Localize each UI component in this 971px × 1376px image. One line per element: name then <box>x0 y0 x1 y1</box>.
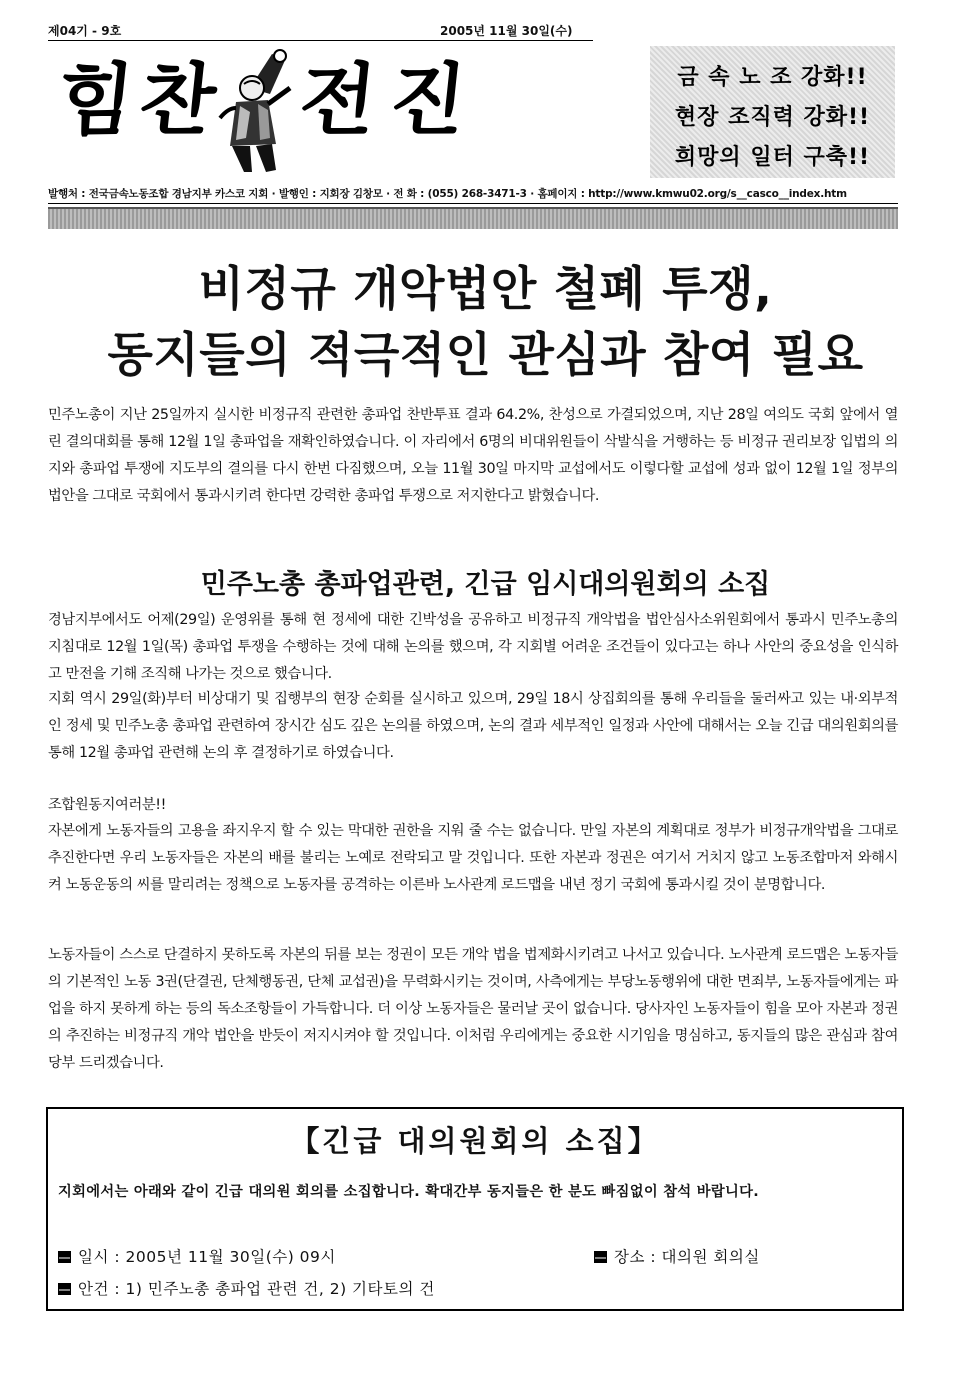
newsletter-title-char-1: 힘 <box>53 56 137 146</box>
body-paragraph-3: 지회 역시 29일(화)부터 비상대기 및 집행부의 현장 순회를 실시하고 있으며, 29일 18시 상집회의를 통해 우리들을 둘러싸고 있는 내·외부적인 정세 및 민주노총 총파업 관련하여 장시간 심도 깊은 논의를 하였으며, 논의 결과 세부적인 일정과 사안에 대해서는 오늘 긴급 대의원회의를 통해 12월 총파업 관련해 논의 후 결정하기로 하였습니다. <box>48 691 898 761</box>
masthead-top-rule <box>48 40 593 41</box>
publisher-info: 발행처 : 전국금속노동조합 경남지부 카스코 지회 · 발행인 : 지회장 김창모 · 전 화 : (055) 268-3471-3 · 홈페이지 : http://www.kmwu02.org/s__casco__index.htm <box>48 188 847 200</box>
square-bullet-icon <box>58 1251 71 1263</box>
slogan-3: 희망의 일터 구축!! <box>674 145 871 170</box>
body-paragraph-1: 민주노총이 지난 25일까지 실시한 비정규직 관련한 총파업 찬반투표 결과 64.2%, 찬성으로 가결되었으며, 지난 28일 여의도 국회 앞에서 열린 결의대회를 통해 12월 1일 총파업을 재확인하였습니다. 이 자리에서 6명의 비대위원들이 삭발식을 거행하는 등 비정규 권리보장 입법의 의지와 총파업 투쟁에 지도부의 결의를 다시 한번 다짐했으며, 오늘 11월 30일 마지막 교섭에서도 이렇다할 교섭에 성과 없이 12월 1일 정부의 법안을 그대로 국회에서 통과시키려 한다면 강력한 총파업 투쟁으로 저지한다고 밝혔습니다. <box>48 407 898 504</box>
section-subheading: 민주노총 총파업관련, 긴급 임시대의원회의 소집 <box>200 569 771 600</box>
square-bullet-icon <box>58 1283 71 1295</box>
headline-line-2: 동지들의 적극적인 관심과 참여 필요 <box>107 328 864 383</box>
notice-place <box>594 1245 760 1267</box>
body-greeting: 조합원동지여러분!! <box>48 797 166 813</box>
notice-time <box>58 1245 336 1267</box>
notice-time-text: 일시 : 2005년 11월 30일(수) 09시 <box>78 1248 336 1266</box>
slogan-1: 금 속 노 조 강화!! <box>677 65 868 90</box>
notice-agenda-text: 안건 : 1) 민주노총 총파업 관련 건, 2) 기타토의 건 <box>78 1280 435 1298</box>
masthead-band <box>48 207 898 229</box>
masthead-rule <box>48 203 898 204</box>
newsletter-title-char-3: 전 <box>295 56 379 146</box>
newsletter-title-char-2: 찬 <box>135 56 219 146</box>
notice-text: 지회에서는 아래와 같이 긴급 대의원 회의를 소집합니다. 확대간부 동지들은 한 분도 빠짐없이 참석 바랍니다. <box>58 1184 759 1200</box>
issue-number: 제04기 - 9호 <box>48 24 122 38</box>
slogan-box <box>650 46 895 178</box>
headline-line-1: 비정규 개악법안 철폐 투쟁, <box>198 262 773 317</box>
newsletter-title-char-4: 진 <box>385 56 469 146</box>
square-bullet-icon <box>594 1251 607 1263</box>
notice-title: 【긴급 대의원회의 소집】 <box>290 1124 660 1158</box>
issue-date: 2005년 11월 30일(수) <box>440 24 573 38</box>
body-paragraph-2: 경남지부에서도 어제(29일) 운영위를 통해 현 정세에 대한 긴박성을 공유하고 비정규직 개악법을 법안심사소위원회에서 통과시 민주노총의 지침대로 12월 1일(목) 총파업 투쟁을 수행하는 것에 대해 논의를 했으며, 각 지회별 어려운 조건들이 있다고는 하나 사안의 중요성을 인식하고 만전을 기해 조직해 나가는 것으로 했습니다. <box>48 612 898 682</box>
notice-agenda <box>58 1277 435 1299</box>
notice-box <box>46 1107 904 1311</box>
slogan-2: 현장 조직력 강화!! <box>674 105 871 130</box>
worker-illustration-icon <box>210 48 306 176</box>
notice-place-text: 장소 : 대의원 회의실 <box>614 1248 760 1266</box>
body-paragraph-4: 자본에게 노동자들의 고용을 좌지우지 할 수 있는 막대한 권한을 지워 줄 수는 없습니다. 만일 자본의 계획대로 정부가 비정규개악법을 그대로 추진한다면 우리 노동자들은 자본의 배를 불리는 노예로 전락되고 말 것입니다. 또한 자본과 정권은 여기서 거치지 않고 노동조합마저 와해시켜 노동운동의 씨를 말리려는 정책으로 노동자를 공격하는 이른바 노사관계 로드맵을 내년 정기 국회에 통과시킬 것이 분명합니다. <box>48 823 898 893</box>
body-paragraph-5: 노동자들이 스스로 단결하지 못하도록 자본의 뒤를 보는 정권이 모든 개악 법을 법제화시키려고 나서고 있습니다. 노사관계 로드맵은 노동자들의 기본적인 노동 3권(단결권, 단체행동권, 단체 교섭권)을 무력화시키는 것이며, 사측에게는 부당노동행위에 대한 면죄부, 노동자들에게는 파업을 하지 못하게 하는 등의 독소조항들이 가득합니다. 더 이상 노동자들은 물러날 곳이 없습니다. 당사자인 노동자들이 힘을 모아 자본과 정권의 추진하는 비정규직 개악 법안을 반듯이 저지시켜야 할 것입니다. 이처럼 우리에게는 중요한 시기임을 명심하고, 동지들의 많은 관심과 참여 당부 드리겠습니다. <box>48 947 898 1071</box>
